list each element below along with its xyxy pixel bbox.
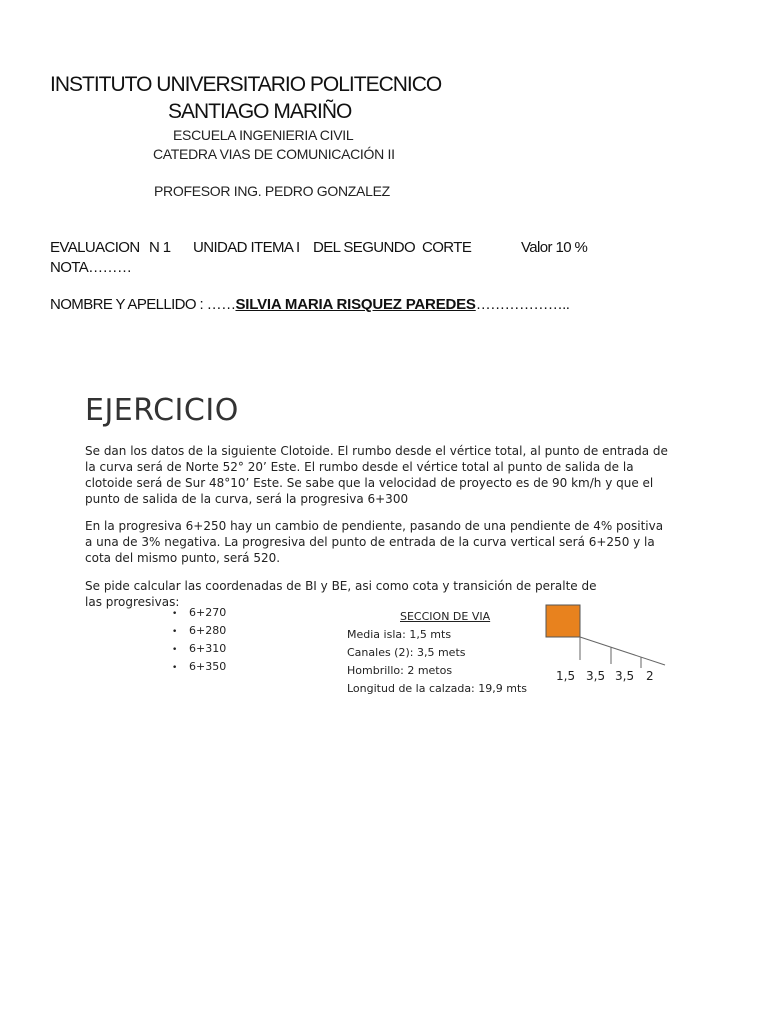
school-name: ESCUELA INGENIERIA CIVIL (173, 127, 354, 143)
institute-name-line1: INSTITUTO UNIVERSITARIO POLITECNICO (50, 73, 442, 96)
section-item-roadway-length: Longitud de la calzada: 19,9 mts (347, 682, 528, 695)
bullet-icon: • (172, 627, 178, 637)
bullet-icon: • (172, 609, 178, 619)
bullet-icon: • (172, 663, 178, 673)
section-items (347, 626, 527, 698)
professor-line: PROFESOR ING. PEDRO GONZALEZ (154, 183, 390, 199)
diagram-label-median: 1,5 (556, 669, 576, 683)
evaluation-value: Valor 10 % (521, 239, 588, 256)
median-island-shape (546, 605, 580, 637)
exercise-paragraph-1: Se dan los datos de la siguiente Clotoide. El rumbo desde el vértice total, al punto de entrada de la curva será de Norte 52° 20’ Este. El rumbo desde el vértice total al punto de salida de la clotoide será de Sur 48°10’ Este. Se sabe que la velocidad de proyecto es de 90 km/h y que el punto de salida de la curva, será la progresiva 6+300 (85, 444, 668, 506)
section-title: SECCION DE VIA (400, 610, 491, 623)
section-item-shoulder: Hombrillo: 2 metos (347, 664, 453, 677)
student-name-value: SILVIA MARIA RISQUEZ PAREDES (235, 296, 476, 313)
institute-name-line2: SANTIAGO MARIÑO (168, 100, 352, 123)
section-item-lanes: Canales (2): 3,5 mets (347, 646, 466, 659)
progresivas-list (172, 604, 226, 676)
diagram-label-shoulder: 2 (646, 669, 654, 683)
section-item-median: Media isla: 1,5 mts (347, 628, 452, 641)
list-item (172, 604, 226, 622)
progresiva-value: 6+310 (189, 642, 227, 655)
evaluation-topic: TEMA I (254, 239, 300, 256)
student-name-label: NOMBRE Y APELLIDO : …… (50, 296, 236, 313)
list-item (172, 658, 226, 676)
list-item (172, 622, 226, 640)
road-section-diagram (540, 600, 670, 690)
list-item (172, 640, 226, 658)
diagram-label-lane-1: 3,5 (586, 669, 606, 683)
evaluation-cut: DEL SEGUNDO (313, 239, 416, 256)
diagram-label-lane-2: 3,5 (615, 669, 635, 683)
exercise-paragraph-3: Se pide calcular las coordenadas de BI y BE, asi como cota y transición de peralte de las progresivas: (85, 579, 597, 609)
progresiva-value: 6+280 (189, 624, 227, 637)
student-name-line (50, 296, 569, 313)
evaluation-nota: NOTA……… (50, 259, 132, 276)
progresiva-value: 6+270 (189, 606, 227, 619)
evaluation-number: N 1 (149, 239, 171, 256)
chair-name: CATEDRA VIAS DE COMUNICACIÓN II (153, 146, 395, 162)
student-name-trail: ……………….. (475, 296, 570, 313)
evaluation-corte: CORTE (422, 239, 472, 256)
evaluation-label: EVALUACION (50, 239, 140, 256)
progresiva-value: 6+350 (189, 660, 227, 673)
exercise-title: EJERCICIO (85, 393, 239, 428)
evaluation-unit: UNIDAD I (193, 239, 255, 256)
bullet-icon: • (172, 645, 178, 655)
exercise-paragraph-2: En la progresiva 6+250 hay un cambio de pendiente, pasando de una pendiente de 4% positiva a una de 3% negativa. La progresiva del punto de entrada de la curva vertical será 6+250 y la cota del mismo punto, será 520. (85, 519, 664, 565)
road-surface-line (580, 637, 665, 665)
